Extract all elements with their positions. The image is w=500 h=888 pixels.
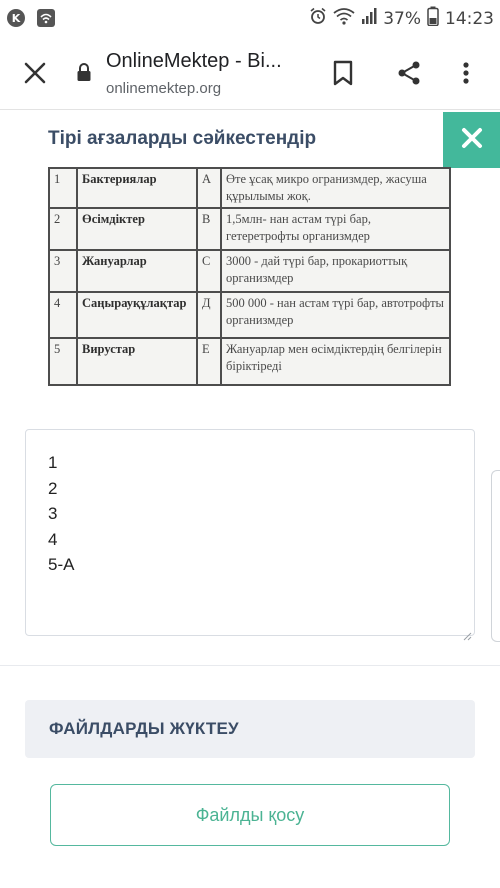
- organism-name: Өсімдіктер: [77, 208, 197, 250]
- browser-page-title: OnlineMektep - Bi...: [106, 50, 282, 72]
- file-upload-header: ФАЙЛДАРДЫ ЖҮКТЕУ: [25, 700, 475, 758]
- clock-time: 14:23: [445, 8, 494, 29]
- svg-text:K: K: [11, 12, 21, 25]
- matching-table-image: [48, 167, 451, 386]
- row-letter: B: [197, 208, 221, 250]
- wifi-signal-icon: [333, 7, 355, 30]
- side-panel-tab[interactable]: [491, 470, 500, 642]
- organism-description: 3000 - дай түрі бар, прокариоттық организмдер: [221, 250, 450, 292]
- cell-signal-icon: [361, 7, 377, 30]
- battery-percent: 37%: [383, 8, 421, 29]
- row-number: 4: [49, 292, 77, 338]
- close-question-button[interactable]: [443, 112, 500, 168]
- answer-line: 4: [48, 529, 58, 549]
- table-row: [49, 338, 450, 385]
- organism-description: Өте ұсақ микро огранизмдер, жасуша құрылымы жоқ.: [221, 168, 450, 208]
- answer-line: 2: [48, 478, 58, 498]
- table-row: [49, 292, 450, 338]
- row-letter: E: [197, 338, 221, 385]
- organism-description: Жануарлар мен өсімдіктердің белгілерін біріктіреді: [221, 338, 450, 385]
- row-number: 3: [49, 250, 77, 292]
- wifi-app-icon: [36, 8, 56, 28]
- organism-name: Бактериялар: [77, 168, 197, 208]
- battery-icon: [427, 6, 439, 31]
- answer-line: 5-A: [48, 555, 75, 574]
- add-file-button[interactable]: Файлды қосу: [50, 784, 450, 846]
- status-bar: [0, 0, 500, 36]
- table-row: [49, 208, 450, 250]
- row-letter: A: [197, 168, 221, 208]
- browser-toolbar: [0, 36, 500, 110]
- section-divider: [0, 665, 500, 666]
- answer-line: 1: [48, 453, 58, 472]
- organism-description: 1,5млн- нан астам түрі бар, гетеретрофты организмдер: [221, 208, 450, 250]
- notification-app-icon: [6, 8, 26, 28]
- row-letter: Д: [197, 292, 221, 338]
- answer-textarea[interactable]: [25, 429, 475, 636]
- bookmark-icon[interactable]: [330, 58, 356, 88]
- overflow-menu-icon[interactable]: [458, 58, 474, 88]
- close-icon: [461, 127, 483, 154]
- table-row: [49, 168, 450, 208]
- row-number: 5: [49, 338, 77, 385]
- resize-grip-icon[interactable]: [462, 623, 472, 633]
- row-number: 2: [49, 208, 77, 250]
- row-letter: C: [197, 250, 221, 292]
- organism-name: Жануарлар: [77, 250, 197, 292]
- row-number: 1: [49, 168, 77, 208]
- organism-name: Саңырауқұлақтар: [77, 292, 197, 338]
- share-icon[interactable]: [394, 58, 424, 88]
- close-tab-icon[interactable]: [20, 58, 50, 88]
- browser-url[interactable]: onlinemektep.org: [106, 80, 222, 97]
- organism-name: Вирустар: [77, 338, 197, 385]
- lock-icon: [76, 62, 92, 82]
- question-title: Тірі ағзаларды сәйкестендір: [48, 128, 317, 149]
- answer-line: 3: [48, 504, 58, 523]
- organism-description: 500 000 - нан астам түрі бар, автотрофты организмдер: [221, 292, 450, 338]
- table-row: [49, 250, 450, 292]
- alarm-icon: [309, 7, 327, 30]
